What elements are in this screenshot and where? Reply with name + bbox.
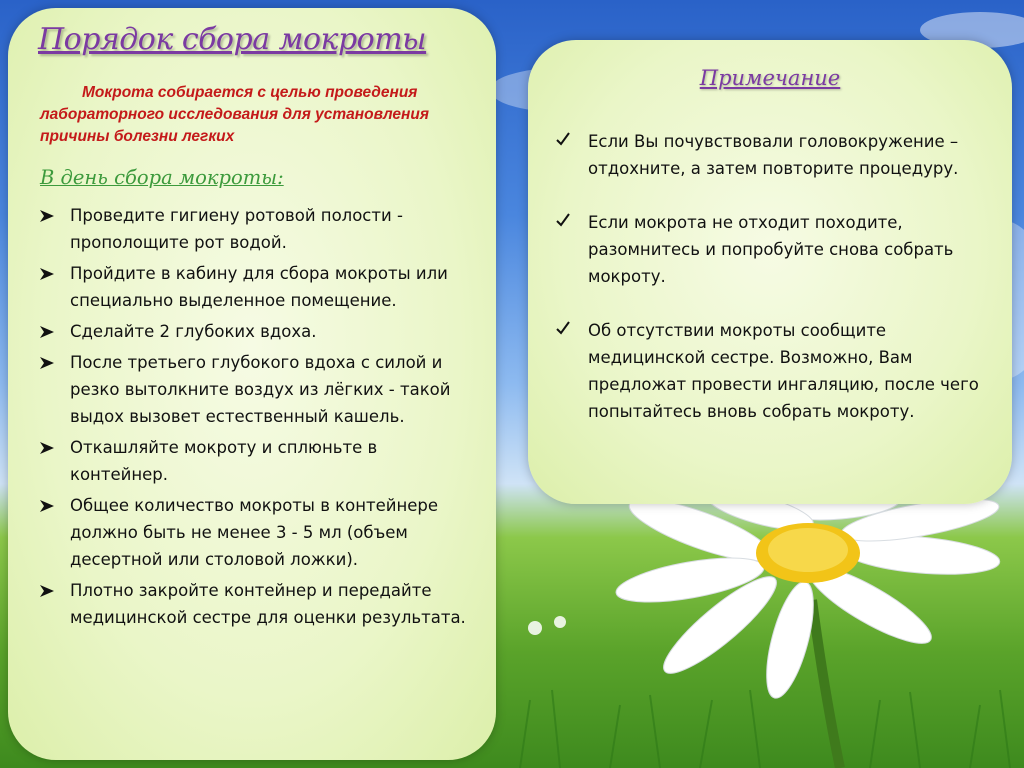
step-text: После третьего глубокого вдоха с силой и резко вытолкните воздух из лёгких - такой выдох вызовет естественный кашель.	[70, 353, 451, 426]
arrow-bullet-icon	[40, 210, 54, 222]
step-text: Сделайте 2 глубоких вдоха.	[70, 322, 317, 341]
list-item	[38, 202, 468, 256]
step-text: Общее количество мокроты в контейнере должно быть не менее 3 - 5 мл (объем десертной или столовой ложки).	[70, 496, 439, 569]
intro-text: Мокрота собирается с целью проведения лабораторного исследования для установления причины болезни легких	[40, 84, 429, 145]
list-item	[554, 209, 984, 290]
checkmark-icon	[556, 132, 570, 146]
step-text: Плотно закройте контейнер и передайте медицинской сестре для оценки результата.	[70, 581, 466, 627]
arrow-bullet-icon	[40, 500, 54, 512]
steps-list	[38, 202, 468, 635]
arrow-bullet-icon	[40, 442, 54, 454]
page-title: Порядок сбора мокроты	[38, 22, 427, 57]
list-item	[554, 128, 984, 182]
list-item	[38, 434, 468, 488]
notes-list	[554, 128, 984, 452]
left-instructions-panel	[8, 8, 496, 760]
step-text: Откашляйте мокроту и сплюньте в контейнер.	[70, 438, 378, 484]
checkmark-icon	[556, 321, 570, 335]
step-text: Пройдите в кабину для сбора мокроты или специально выделенное помещение.	[70, 264, 448, 310]
note-title: Примечание	[699, 66, 841, 90]
list-item	[38, 349, 468, 430]
list-item	[38, 577, 468, 631]
note-text: Об отсутствии мокроты сообщите медицинской сестре. Возможно, Вам предложат провести ингаляцию, после чего попытайтесь вновь собрать мокроту.	[588, 321, 979, 421]
list-item	[38, 492, 468, 573]
note-text: Если мокрота не отходит походите, разомнитесь и попробуйте снова собрать мокроту.	[588, 213, 954, 286]
list-item	[38, 318, 468, 345]
note-text: Если Вы почувствовали головокружение – отдохните, а затем повторите процедуру.	[588, 132, 959, 178]
checkmark-icon	[556, 213, 570, 227]
right-note-panel	[528, 40, 1012, 504]
arrow-bullet-icon	[40, 268, 54, 280]
arrow-bullet-icon	[40, 357, 54, 369]
arrow-bullet-icon	[40, 585, 54, 597]
arrow-bullet-icon	[40, 326, 54, 338]
step-text: Проведите гигиену ротовой полости - прополощите рот водой.	[70, 206, 403, 252]
list-item	[554, 317, 984, 425]
list-item	[38, 260, 468, 314]
subtitle: В день сбора мокроты:	[40, 166, 284, 189]
